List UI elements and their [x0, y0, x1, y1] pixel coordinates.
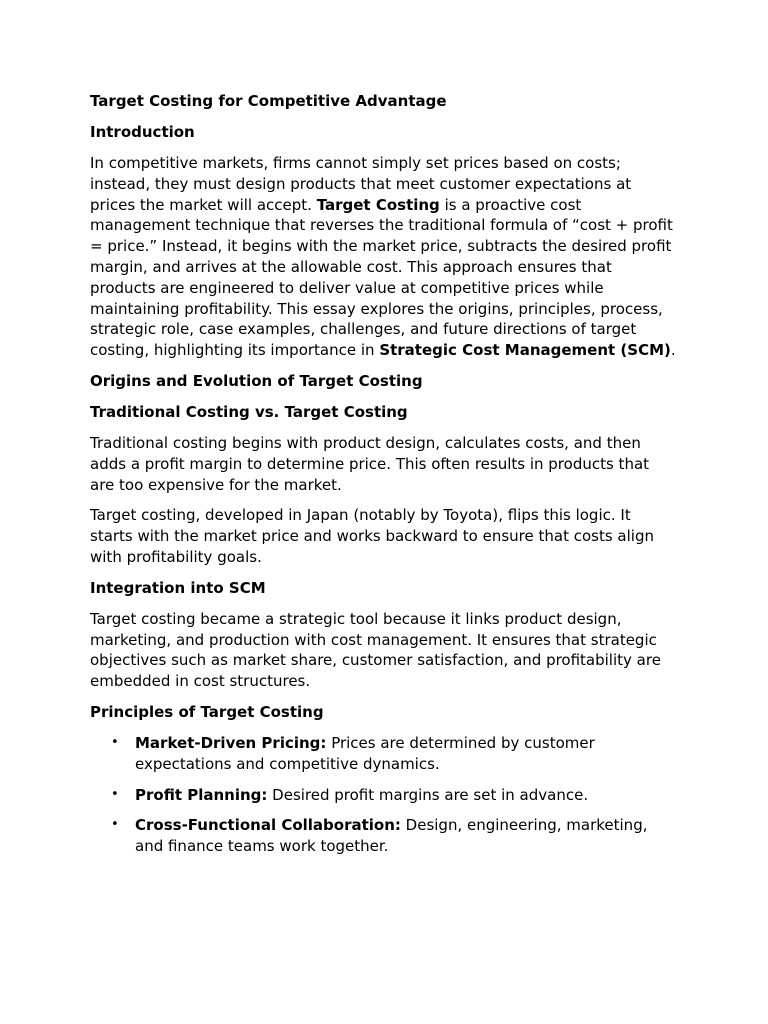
- list-item-term: Profit Planning:: [135, 785, 268, 804]
- heading-introduction: Introduction: [90, 123, 195, 141]
- bold-term: Strategic Cost Management (SCM): [379, 341, 671, 360]
- list-item: [111, 733, 678, 775]
- list-item-text: Desired profit margins are set in advance.: [267, 785, 589, 804]
- paragraph-target-costing: Target costing, developed in Japan (notably by Toyota), flips this logic. It starts with the market price and works backward to ensure that costs align with profitability goals.: [90, 506, 654, 566]
- list-item: [111, 815, 678, 857]
- text-run: is a proactive cost management technique that reverses the traditional formula of “cost + profit = price.” Instead, it begins with the market price, subtracts the desired profit margin, and arrives at the allowable cost. This approach ensures that products are engineered to deliver value at competitive prices while maintaining profitability. This essay explores the origins, principles, process, strategic role, case examples, challenges, and future directions of target costing, highlighting its importance in: [90, 195, 673, 360]
- subheading-traditional-vs-target: Traditional Costing vs. Target Costing: [90, 402, 408, 421]
- list-item: [111, 785, 678, 806]
- paragraph-integration-scm: Target costing became a strategic tool because it links product design, marketing, and production with cost management. It ensures that strategic objectives such as market share, customer satisfaction, and profitability are embedded in cost structures.: [90, 609, 661, 691]
- list-item-text: Prices are determined by customer expectations and competitive dynamics.: [135, 733, 595, 773]
- list-item-term: Cross-Functional Collaboration:: [135, 816, 401, 835]
- list-item-text: Design, engineering, marketing, and finance teams work together.: [135, 816, 648, 856]
- paragraph-traditional-costing: Traditional costing begins with product design, calculates costs, and then adds a profit margin to determine price. This often results in products that are too expensive for the market.: [90, 433, 650, 494]
- bullet-icon: •: [111, 734, 119, 750]
- heading-origins: Origins and Evolution of Target Costing: [90, 371, 423, 390]
- text-run: In competitive markets, firms cannot simply set prices based on costs; instead, they must design products that meet customer expectations at prices the market will accept.: [90, 154, 632, 214]
- bullet-icon: •: [111, 786, 119, 802]
- paragraph-introduction: [90, 153, 678, 361]
- heading-principles: Principles of Target Costing: [90, 702, 324, 721]
- principles-list: [90, 733, 678, 857]
- bold-term: Target Costing: [316, 195, 440, 214]
- text-run: .: [670, 341, 676, 360]
- document-body: [90, 91, 678, 857]
- document-title: Target Costing for Competitive Advantage: [90, 92, 447, 110]
- bullet-icon: •: [111, 817, 119, 833]
- subheading-integration-scm: Integration into SCM: [90, 578, 266, 597]
- list-item-term: Market-Driven Pricing:: [135, 733, 327, 752]
